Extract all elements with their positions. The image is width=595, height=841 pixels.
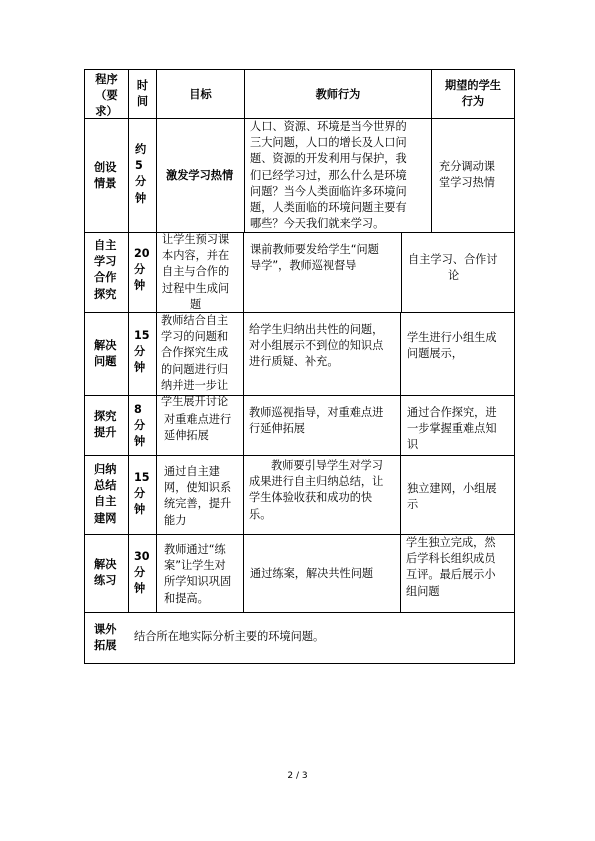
row-time-line: 钟 (134, 435, 146, 449)
row-goal-line: 统完善，提升 (164, 497, 232, 511)
row-teacher-line: 人口、资源、环境是当今世界的 (250, 120, 407, 133)
table-col-line (243, 232, 244, 613)
extension-content: 结合所在地实际分析主要的环境问题。 (134, 630, 325, 643)
row-time (134, 470, 150, 519)
row-teacher-line: 题，人类面临的环境问题主要有 (250, 201, 407, 215)
row-goal-line: 网，使知识系 (164, 481, 232, 495)
row-time-line: 钟 (134, 279, 146, 293)
row-goal-line: 和提高。 (164, 591, 209, 605)
table-row-line (84, 395, 515, 396)
row-time-line: 分 (135, 175, 147, 189)
row-goal-line: 学习的问题和 (161, 330, 229, 344)
page-number: 2 (287, 771, 294, 781)
row-time-line: 分 (134, 345, 146, 359)
row-stage-line: 合作 (94, 271, 117, 285)
row-time-line: 钟 (134, 582, 146, 596)
row-student-line: 学生独立完成，然 (406, 536, 496, 549)
row-teacher-line: 给学生归纳出共性的问题， (249, 323, 384, 336)
row-goal-line: 题 (190, 297, 202, 311)
row-student-line: 问题展示， (407, 347, 463, 361)
row-time-line: 8 (134, 403, 142, 416)
row-teacher-line: 学生体验收获和成功的快 (249, 491, 373, 505)
row-goal-line: 延伸拓展 (164, 429, 209, 443)
row-student (407, 330, 497, 362)
row-goal-line: 教师通过“练 (164, 543, 226, 556)
row-time (134, 402, 145, 451)
row-time-line: 分 (134, 419, 146, 433)
row-stage-line: 探究 (94, 410, 117, 423)
header-student (432, 78, 514, 110)
row-stage (94, 409, 116, 441)
header-time (129, 78, 156, 110)
row-stage-line: 创设 (94, 161, 117, 174)
row-student-line: 组问题 (406, 584, 440, 598)
row-teacher-line: 对小组展示不到位的知识点 (249, 339, 384, 353)
row-goal-line: 本内容，并在 (162, 249, 230, 263)
row-time (135, 142, 146, 207)
row-stage-line: 情景 (94, 177, 117, 191)
row-student (407, 405, 497, 454)
row-time-line: 钟 (134, 361, 146, 375)
row-goal (164, 542, 231, 607)
table-border-top (84, 69, 515, 70)
row-teacher (249, 458, 383, 523)
table-row-line (84, 312, 515, 313)
row-goal (166, 168, 233, 184)
header-goal: 目标 (189, 88, 212, 101)
row-goal-line: 通过自主建 (164, 465, 220, 478)
row-stage (94, 160, 116, 192)
row-stage-line: 拓展 (94, 639, 117, 653)
row-student (439, 159, 495, 191)
row-teacher (249, 322, 383, 371)
table-border-right (514, 69, 515, 664)
row-student-line: 堂学习热情 (439, 176, 495, 190)
row-stage-line: 解决 (94, 558, 117, 571)
row-student-line: 通过合作探究，进 (407, 406, 497, 419)
row-teacher-line: 三大问题，人口的增长及人口问 (250, 136, 407, 150)
row-student-line: 充分调动课 (439, 160, 495, 173)
row-goal-line: 自主与合作的 (162, 265, 230, 279)
row-student (408, 252, 498, 284)
row-goal-line: 激发学习热情 (166, 169, 234, 182)
row-time-line: 分 (134, 566, 146, 580)
table-col-line (156, 69, 157, 613)
row-student-line: 独立建网，小组展 (407, 482, 497, 495)
row-goal (164, 412, 231, 444)
row-student (406, 535, 496, 600)
row-stage (94, 338, 116, 370)
row-goal-line: 的问题进行归 (161, 362, 229, 376)
row-time-line: 分 (134, 263, 146, 277)
page-separator: / (295, 771, 300, 781)
row-teacher-line: 教师要引导学生对学习 (271, 459, 383, 472)
row-time-line: 5 (135, 159, 143, 173)
row-teacher-line: 们已经学习过，那么什么是环境 (250, 168, 407, 182)
header-student-line: 期望的学生 (445, 79, 501, 92)
row-teacher-line: 乐。 (249, 507, 272, 521)
table-col-line (401, 232, 402, 313)
row-teacher (249, 405, 383, 437)
row-student-line: 自主学习、合作讨 (408, 253, 498, 266)
row-time-line: 约 (135, 143, 147, 156)
row-time (134, 549, 150, 598)
row-stage-line: 课外 (94, 623, 117, 636)
row-teacher-line: 题、资源的开发利用与保护，我 (250, 152, 407, 166)
row-time-line: 20 (134, 247, 150, 260)
row-time-line: 钟 (135, 191, 147, 205)
header-procedure-line: （要 (95, 89, 118, 103)
row-goal-line: 过程中生成问 (162, 281, 230, 295)
row-time-line: 30 (134, 550, 150, 563)
row-teacher (250, 119, 407, 232)
row-student (407, 481, 497, 513)
table-border-bottom (84, 663, 515, 664)
row-time-line: 15 (134, 329, 150, 342)
row-goal-line: 合作探究生成 (161, 346, 229, 360)
header-procedure-line: 求） (95, 105, 118, 119)
row-teacher-line: 进行质疑、补充。 (249, 355, 339, 369)
row-goal-line: 纳并进一步让 (161, 378, 229, 392)
row-goal-line: 对重难点进行 (164, 413, 232, 426)
row-time (134, 246, 150, 295)
row-teacher-line: 问题？当今人类面临许多环境问 (250, 184, 407, 198)
header-procedure-line: 程序 (95, 73, 118, 86)
table-col-line (128, 69, 129, 613)
row-teacher-line: 导学”，教师巡视督导 (250, 259, 357, 273)
row-teacher-line: 教师巡视指导，对重难点进 (249, 406, 384, 419)
row-time-line: 分 (134, 487, 146, 501)
row-student-line: 示 (407, 498, 419, 512)
row-teacher (250, 242, 379, 274)
table-row-line (84, 612, 515, 613)
header-student-line: 行为 (461, 95, 485, 109)
row-goal-line: 所学知识巩固 (164, 575, 232, 589)
page-total: 3 (301, 771, 308, 781)
header-time-line: 时 (136, 79, 149, 92)
table-row-line (84, 455, 515, 456)
row-goal (161, 313, 228, 410)
header-time-line: 间 (136, 95, 149, 109)
row-student-line: 后学科长组织成员 (406, 552, 496, 566)
row-stage-line: 建网 (94, 511, 117, 525)
row-student-line: 一步掌握重难点知 (407, 422, 497, 436)
row-student-line: 互评。最后展示小 (406, 568, 496, 582)
row-stage-line: 归纳 (94, 463, 117, 476)
header-procedure (85, 72, 128, 121)
row-time (134, 328, 150, 377)
row-goal-line: 教师结合自主 (161, 314, 229, 327)
row-goal-line: 学生展开讨论 (161, 395, 229, 409)
row-time-line: 钟 (134, 503, 146, 517)
row-teacher (250, 566, 373, 582)
row-time-line: 15 (134, 471, 150, 484)
row-stage (94, 622, 116, 654)
row-stage-line: 问题 (94, 355, 117, 369)
row-stage-line: 学习 (94, 255, 117, 269)
row-student-line: 论 (448, 269, 460, 283)
header-teacher: 教师行为 (315, 88, 361, 101)
row-stage-line: 练习 (94, 574, 117, 588)
row-teacher-line: 课前教师要发给学生“问题 (250, 243, 379, 256)
row-stage-line: 自主 (94, 239, 117, 252)
table-col-line (400, 312, 401, 613)
row-stage (94, 238, 116, 303)
row-stage-line: 总结 (94, 479, 117, 493)
row-stage-line: 提升 (94, 426, 117, 440)
row-goal-line: 让学生预习课 (162, 233, 230, 246)
row-teacher-line: 通过练案，解决共性问题 (250, 567, 374, 580)
row-student-line: 识 (407, 438, 419, 452)
row-stage-line: 自主 (94, 495, 117, 509)
row-goal-line: 能力 (164, 513, 187, 527)
row-teacher-line: 哪些？今天我们就来学习。 (250, 217, 385, 231)
page-footer (0, 771, 595, 781)
row-goal (162, 232, 229, 313)
row-teacher-line: 行延伸拓展 (249, 422, 305, 436)
row-goal (164, 464, 231, 529)
row-stage (94, 462, 116, 527)
row-stage (94, 557, 116, 589)
row-student-line: 学生进行小组生成 (407, 331, 497, 344)
row-stage-line: 探究 (94, 287, 117, 301)
row-goal-line: 案”让学生对 (164, 559, 226, 573)
table-border-left (84, 69, 85, 664)
row-teacher-line: 成果进行自主归纳总结，让 (249, 475, 384, 489)
row-stage-line: 解决 (94, 339, 117, 352)
